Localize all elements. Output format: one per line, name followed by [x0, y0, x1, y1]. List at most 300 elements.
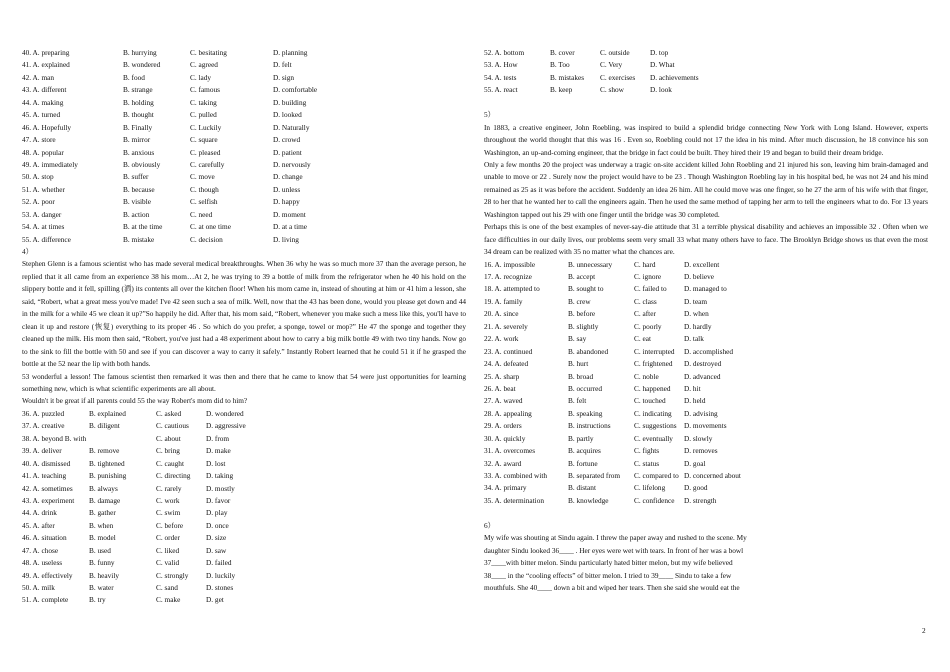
option-a: 51. A. whether — [22, 184, 65, 194]
option-d: D. talk — [684, 334, 704, 344]
option-b: B. say — [568, 334, 587, 344]
option-a: 28. A. appealing — [484, 408, 532, 418]
option-c: C. besitating — [190, 48, 227, 57]
option-d: D. size — [206, 533, 227, 543]
passage-4-text-b: 53 wonderful a lesson! The famous scientist then remarked it was then and there that he came to know that 54 were just opportunities for learning something new, which is what scientific experiments are all about. — [22, 371, 466, 393]
option-a: 52. A. bottom — [484, 48, 525, 57]
option-b: B. cover — [550, 48, 575, 57]
option-d: D. when — [684, 309, 709, 319]
option-d: D. accomplished — [684, 346, 734, 356]
passage-5-text: In 1883, a creative engineer, John Roebling, was inspired to build a splendid bridge connecting New York with Long Island. However, experts throughout the world thought that this was 16 . Even so, Roebling could not 17 the idea in his mind. After much discussion, he 18 convince his son Washington, an up-and-coming engineer, that the bridge in fact could be built. They hired their 19 and began to build their dream bridge. — [484, 122, 928, 157]
option-b: B. crew — [568, 296, 591, 306]
option-a: 51. A. complete — [22, 595, 69, 605]
option-row — [484, 72, 928, 84]
option-d: D. felt — [273, 60, 292, 70]
option-a: 55. A. difference — [22, 234, 71, 244]
option-b: B. anxious — [123, 147, 155, 157]
option-c: C. move — [190, 172, 215, 182]
option-d: D. good — [684, 483, 708, 493]
option-a: 25. A. sharp — [484, 371, 520, 381]
option-b: B. model — [89, 533, 116, 543]
option-a: 41. A. explained — [22, 60, 70, 70]
option-row — [484, 296, 928, 308]
option-row — [22, 47, 466, 59]
option-b: B. felt — [568, 396, 587, 406]
spacer — [484, 507, 928, 519]
option-b: B. speaking — [568, 408, 603, 418]
option-row — [22, 147, 466, 159]
passage-6-text — [484, 532, 928, 594]
option-b: B. food — [123, 72, 145, 82]
option-a: 52. A. poor — [22, 197, 55, 207]
option-b: B. used — [89, 545, 111, 555]
passage-6-line: My wife was shouting at Sindu again. I threw the paper away and rushed to the scene. My — [484, 533, 747, 543]
option-d: D. advising — [684, 408, 718, 418]
passage-6-line: mouthfuls. She 40____ down a bit and wiped her tears. Then she said she would eat the — [484, 583, 740, 593]
option-row — [484, 271, 928, 283]
option-b: B. acquires — [568, 446, 601, 456]
option-row — [22, 545, 466, 557]
option-c: C. order — [156, 533, 180, 543]
option-row — [484, 333, 928, 345]
option-b: B. Too — [550, 60, 570, 70]
option-b: B. instructions — [568, 421, 611, 431]
option-d: D. building — [273, 97, 307, 107]
option-c: C. square — [190, 135, 218, 145]
option-b: B. gather — [89, 508, 116, 518]
option-b: B. visible — [123, 197, 151, 207]
option-a: 29. A. orders — [484, 421, 522, 431]
option-d: D. planning — [273, 48, 308, 57]
option-d: D. failed — [206, 558, 232, 568]
option-d: D. destroyed — [684, 359, 722, 369]
option-d: D. excellent — [684, 259, 720, 269]
option-c: C. directing — [156, 471, 191, 481]
option-row — [22, 470, 466, 482]
option-a: 33. A. combined with — [484, 471, 548, 481]
option-a: 42. A. man — [22, 72, 55, 82]
option-b: B. before — [568, 309, 596, 319]
option-a: 48. A. popular — [22, 147, 64, 157]
option-b: B. obviously — [123, 159, 161, 169]
option-b: B. holding — [123, 97, 154, 107]
option-row — [22, 557, 466, 569]
option-c: C. touched — [634, 396, 666, 406]
option-d: D. favor — [206, 495, 231, 505]
option-d: D. saw — [206, 545, 227, 555]
option-b: B. mirror — [123, 135, 151, 145]
option-c: C. famous — [190, 85, 220, 95]
option-row — [484, 59, 928, 71]
option-a: 40. A. dismissed — [22, 458, 71, 468]
option-d: D. slowly — [684, 433, 713, 443]
option-a: 47. A. store — [22, 135, 56, 145]
option-b: B. hurrying — [123, 48, 157, 57]
passage-4-text: Stephen Glenn is a famous scientist who has made several medical breakthroughs. When 36 why he was so much more 37 than the average person, he replied that it all came from an experience 38 his mom…At 2, he was trying to 39 a bottle of milk from the refrigerator when he 40 his hold on the slippery bottle and it fell, spilling (洒) its contents all over the kitchen floor! When his mom came in, instead of shouting at him or 41 him a lesson, she said, “Robert, what a great mess you've made! I've 42 seen such a sea of milk. Well, now that the 43 has been done, would you please get down and 44 in the milk for a while 45 we clean it up?”So happily he did. After that, his mom said, “Robert, whenever you make such a mess like this, you'll have to clean it up and restore (恢复) everything to its proper 46 . So which do you prefer, a sponge, towel or mop?” He 47 the sponge and together they cleaned up the milk. His mom then said, “Robert, you've just had a 48 experiment about how to carry a big milk bottle 49 with two tiny hands. Now go to the sink to fill the bottle with 50 and see if you can discover a way to carry it safely.” Instantly Robert learned that he could 51 it if he grasped the bottle at the 52 near the lip with both hands. — [22, 259, 466, 369]
option-a: 26. A. beat — [484, 383, 516, 393]
option-b: B. because — [123, 184, 155, 194]
right-column — [484, 47, 928, 595]
option-a: 30. A. quickly — [484, 433, 526, 443]
option-c: C. sand — [156, 583, 178, 592]
option-d: D. stones — [206, 583, 234, 592]
option-c: C. at one time — [190, 222, 231, 232]
option-a: 31. A. overcomes — [484, 446, 536, 456]
option-b: B. hurt — [568, 359, 589, 369]
option-c: C. strongly — [156, 570, 189, 580]
option-d: D. held — [684, 396, 706, 406]
option-c: C. class — [634, 296, 657, 306]
option-c: C. poorly — [634, 321, 662, 331]
option-d: D. hardly — [684, 321, 712, 331]
option-b: B. damage — [89, 495, 121, 505]
option-b: B. action — [123, 209, 150, 219]
option-d: D. achievements — [650, 72, 699, 82]
option-b: B. suffer — [123, 172, 149, 182]
option-row — [22, 420, 466, 432]
page-number: 2 — [922, 626, 926, 635]
passage-6-line: daughter Sindu looked 36____ . Her eyes were wet with tears. In front of her was a bowl — [484, 545, 744, 555]
option-b: B. heavily — [89, 570, 119, 580]
option-a: 39. A. deliver — [22, 446, 62, 456]
option-a: 46. A. situation — [22, 533, 67, 543]
option-a: 37. A. creative — [22, 421, 65, 431]
option-c: C. liked — [156, 545, 180, 555]
option-row — [22, 458, 466, 470]
option-a: 42. A. sometimes — [22, 483, 73, 493]
option-b: B. at the time — [123, 222, 163, 232]
option-row — [22, 97, 466, 109]
option-row — [484, 47, 928, 59]
option-b: B. separated from — [568, 471, 621, 481]
option-a: 43. A. experiment — [22, 495, 75, 505]
option-c: C. eat — [634, 334, 652, 344]
option-c: C. ignore — [634, 272, 662, 282]
option-row — [22, 72, 466, 84]
option-row — [22, 570, 466, 582]
option-b: B. broad — [568, 371, 594, 381]
option-d: D. at a time — [273, 222, 308, 232]
option-b: B. explained — [89, 408, 126, 418]
option-a: 32. A. award — [484, 458, 522, 468]
option-row — [484, 259, 928, 271]
option-b: B. funny — [89, 558, 115, 568]
option-b: B. mistakes — [550, 72, 585, 82]
option-a: 54. A. tests — [484, 72, 517, 82]
option-c: C. bring — [156, 446, 180, 456]
option-row — [22, 495, 466, 507]
option-row — [22, 507, 466, 519]
option-b: B. Finally — [123, 122, 153, 132]
option-c: C. suggestions — [634, 421, 677, 431]
option-d: D. get — [206, 595, 224, 605]
options-block-40-55 — [22, 47, 466, 246]
option-d: D. happy — [273, 197, 300, 207]
option-d: D. make — [206, 446, 231, 456]
option-d: D. Naturally — [273, 122, 310, 132]
option-b: B. wondered — [123, 60, 161, 70]
option-c: C. lady — [190, 72, 212, 82]
option-row — [22, 196, 466, 208]
option-d: D. strength — [684, 495, 717, 505]
spacer — [484, 97, 928, 109]
option-c: C. before — [156, 520, 184, 530]
option-row — [484, 470, 928, 482]
option-d: D. advanced — [684, 371, 721, 381]
option-row — [484, 495, 928, 507]
option-c: C. indicating — [634, 408, 672, 418]
option-c: C. pleased — [190, 147, 221, 157]
option-b: B. keep — [550, 85, 573, 95]
option-d: D. managed to — [684, 284, 727, 294]
option-c: C. need — [190, 209, 213, 219]
option-a: 45. A. after — [22, 520, 55, 530]
option-row — [484, 433, 928, 445]
option-c: C. exercises — [600, 72, 636, 82]
option-d: D. look — [650, 85, 672, 95]
option-c: C. Luckily — [190, 122, 222, 132]
option-c: C. show — [600, 85, 624, 95]
options-block-16-35 — [484, 259, 928, 508]
option-c: C. about — [156, 433, 181, 443]
option-row — [22, 59, 466, 71]
option-d: D. play — [206, 508, 228, 518]
option-c: C. rarely — [156, 483, 182, 493]
option-row — [22, 109, 466, 121]
option-a: 54. A. at times — [22, 222, 65, 232]
option-d: D. What — [650, 60, 675, 70]
option-d: D. nervously — [273, 159, 311, 169]
option-a: 41. A. teaching — [22, 471, 67, 481]
option-c: C. after — [634, 309, 656, 319]
option-d: D. crowd — [273, 135, 301, 145]
option-row — [22, 171, 466, 183]
option-c: C. make — [156, 595, 181, 605]
option-a: 44. A. drink — [22, 508, 57, 518]
option-b: B. knowledge — [568, 495, 609, 505]
option-d: D. lost — [206, 458, 226, 468]
option-row — [484, 283, 928, 295]
option-c: C. compared to — [634, 471, 679, 481]
option-a: 17. A. recognize — [484, 272, 532, 282]
option-a: 34. A. primary — [484, 483, 527, 493]
option-a: 24. A. defeated — [484, 359, 529, 369]
option-c: C. cautious — [156, 421, 189, 431]
option-c: C. lifelong — [634, 483, 666, 493]
option-b: B. remove — [89, 446, 120, 456]
option-b: B. abandoned — [568, 346, 609, 356]
option-d: D. once — [206, 520, 229, 530]
option-b: B. diligent — [89, 421, 120, 431]
option-row — [22, 134, 466, 146]
option-c: C. selfish — [190, 197, 218, 207]
option-d: D. luckily — [206, 570, 236, 580]
option-row — [484, 321, 928, 333]
option-b: B. partly — [568, 433, 594, 443]
option-c: C. eventually — [634, 433, 673, 443]
option-c: C. pulled — [190, 110, 217, 120]
option-a: 18. A. attempted to — [484, 284, 540, 294]
option-a: 21. A. severely — [484, 321, 528, 331]
option-row — [484, 346, 928, 358]
option-row — [22, 234, 466, 246]
heading-passage-6: 6） — [484, 520, 495, 530]
option-b: B. occurred — [568, 383, 603, 393]
option-b: B. when — [89, 520, 114, 530]
option-row — [484, 371, 928, 383]
option-a: 43. A. different — [22, 85, 67, 95]
option-c: C. agreed — [190, 60, 218, 70]
passage-4-text-c: Wouldn't it be great if all parents could 55 the way Robert's mom did to him? — [22, 396, 248, 406]
option-d: D. mostly — [206, 483, 235, 493]
option-a: 48. A. useless — [22, 558, 63, 568]
option-c: C. hard — [634, 259, 656, 269]
option-a: 20. A. since — [484, 309, 519, 319]
option-d: D. concerned about — [684, 471, 741, 481]
option-d: D. living — [273, 234, 299, 244]
option-c: C. noble — [634, 371, 659, 381]
option-row — [22, 483, 466, 495]
option-a: 27. A. waved — [484, 396, 523, 406]
option-d: D. moment — [273, 209, 306, 219]
option-d: D. change — [273, 172, 303, 182]
option-d: D. unless — [273, 184, 301, 194]
option-a: 38. A. beyond B. with — [22, 433, 87, 443]
option-d: D. looked — [273, 110, 302, 120]
option-d: D. team — [684, 296, 708, 306]
option-row — [22, 520, 466, 532]
option-a: 49. A. immediately — [22, 159, 78, 169]
passage-6-line: 38____ in the “cooling effects” of bitter melon. I tried to 39____ Sindu to take a few — [484, 570, 732, 580]
option-a: 40. A. preparing — [22, 48, 70, 57]
option-d: D. believe — [684, 272, 714, 282]
option-c: C. valid — [156, 558, 180, 568]
option-a: 22. A. work — [484, 334, 519, 344]
option-row — [484, 482, 928, 494]
option-row — [22, 221, 466, 233]
option-row — [484, 383, 928, 395]
option-d: D. sign — [273, 72, 295, 82]
option-row — [22, 122, 466, 134]
option-d: D. top — [650, 48, 669, 57]
option-c: C. swim — [156, 508, 181, 518]
option-a: 35. A. determination — [484, 495, 544, 505]
option-a: 49. A. effectively — [22, 570, 73, 580]
option-c: C. interrupted — [634, 346, 675, 356]
option-a: 44. A. making — [22, 97, 64, 107]
passage-5-text-c: Perhaps this is one of the best examples of never-say-die attitude that 31 a terrible physical disability and achieves an impossible 32 . Often when we face difficulties in our daily lives, our problems seem very small 33 what many others have to face. The Brooklyn Bridge shows us that even the most 34 dream can be realized with 35 no matter what the chances are. — [484, 222, 928, 257]
option-c: C. failed to — [634, 284, 667, 294]
left-column — [22, 47, 466, 607]
option-c: C. frightened — [634, 359, 673, 369]
options-block-36-51 — [22, 408, 466, 607]
option-row — [22, 408, 466, 420]
heading-passage-4: 4） — [22, 247, 33, 256]
option-a: 50. A. milk — [22, 583, 55, 592]
option-d: D. removes — [684, 446, 718, 456]
option-a: 46. A. Hopefully — [22, 122, 72, 132]
option-c: C. decision — [190, 234, 223, 244]
option-row — [484, 420, 928, 432]
option-row — [22, 433, 466, 445]
option-b: B. always — [89, 483, 118, 493]
option-a: 16. A. impossible — [484, 259, 536, 269]
option-b: B. fortune — [568, 458, 598, 468]
option-a: 19. A. family — [484, 296, 523, 306]
option-c: C. outside — [600, 48, 630, 57]
option-a: 55. A. react — [484, 85, 518, 95]
option-a: 47. A. chose — [22, 545, 59, 555]
heading-passage-5: 5） — [484, 110, 495, 120]
option-row — [484, 358, 928, 370]
option-c: C. Very — [600, 60, 623, 70]
option-a: 50. A. stop — [22, 172, 54, 182]
option-d: D. patient — [273, 147, 302, 157]
option-b: B. sought to — [568, 284, 604, 294]
option-b: B. distant — [568, 483, 596, 493]
option-b: B. punishing — [89, 471, 127, 481]
option-c: C. confidence — [634, 495, 675, 505]
option-a: 45. A. turned — [22, 110, 61, 120]
passage-5-text-b: Only a few months 20 the project was underway a tragic on-site accident killed John Roebling and 21 injured his son, leaving him brain-damaged and unable to move or 22 . Surely now the project would have to be 23 . Though Washington Roebling lay in his hospital bed, he was not 24 and his mind remained as 25 as it was before the accident. Suddenly an idea 26 him. All he could move was one finger, so he 27 the arm of his wife with that finger, 28 to her that he wanted her to call the engineers again. Then he used the same method of tapping her arm to tell the engineers what to do. For 13 years Washington tapped out his 29 with one finger until the bridge was 30 completed. — [484, 159, 928, 219]
option-d: D. goal — [684, 458, 706, 468]
option-b: B. tightened — [89, 458, 125, 468]
option-b: B. mistake — [123, 234, 155, 244]
option-b: B. unnecessary — [568, 259, 613, 269]
option-row — [22, 594, 466, 606]
option-row — [22, 445, 466, 457]
option-row — [22, 84, 466, 96]
option-row — [22, 184, 466, 196]
option-row — [22, 582, 466, 594]
option-row — [484, 308, 928, 320]
options-block-52-55 — [484, 47, 928, 97]
option-b: B. try — [89, 595, 106, 605]
option-b: B. accept — [568, 272, 596, 282]
option-row — [484, 445, 928, 457]
option-row — [484, 458, 928, 470]
option-d: D. taking — [206, 471, 234, 481]
option-row — [484, 408, 928, 420]
option-row — [484, 395, 928, 407]
option-d: D. movements — [684, 421, 727, 431]
option-d: D. wondered — [206, 408, 244, 418]
option-row — [22, 209, 466, 221]
option-c: C. fights — [634, 446, 660, 456]
option-b: B. thought — [123, 110, 154, 120]
option-a: 23. A. continued — [484, 346, 533, 356]
option-d: D. aggressive — [206, 421, 246, 431]
option-c: C. asked — [156, 408, 182, 418]
option-a: 53. A. How — [484, 60, 518, 70]
option-b: B. strange — [123, 85, 153, 95]
option-row — [484, 84, 928, 96]
option-d: D. hit — [684, 383, 701, 393]
option-c: C. though — [190, 184, 219, 194]
option-c: C. carefully — [190, 159, 225, 169]
option-a: 53. A. danger — [22, 209, 62, 219]
option-b: B. slightly — [568, 321, 599, 331]
option-c: C. work — [156, 495, 180, 505]
option-c: C. caught — [156, 458, 184, 468]
option-d: D. comfortable — [273, 85, 318, 95]
option-row — [22, 532, 466, 544]
option-d: D. from — [206, 433, 230, 443]
option-a: 36. A. puzzled — [22, 408, 65, 418]
option-c: C. happened — [634, 383, 671, 393]
passage-6-line: 37____with bitter melon. Sindu particularly hated bitter melon, but my wife believed — [484, 558, 733, 568]
option-b: B. water — [89, 583, 114, 592]
